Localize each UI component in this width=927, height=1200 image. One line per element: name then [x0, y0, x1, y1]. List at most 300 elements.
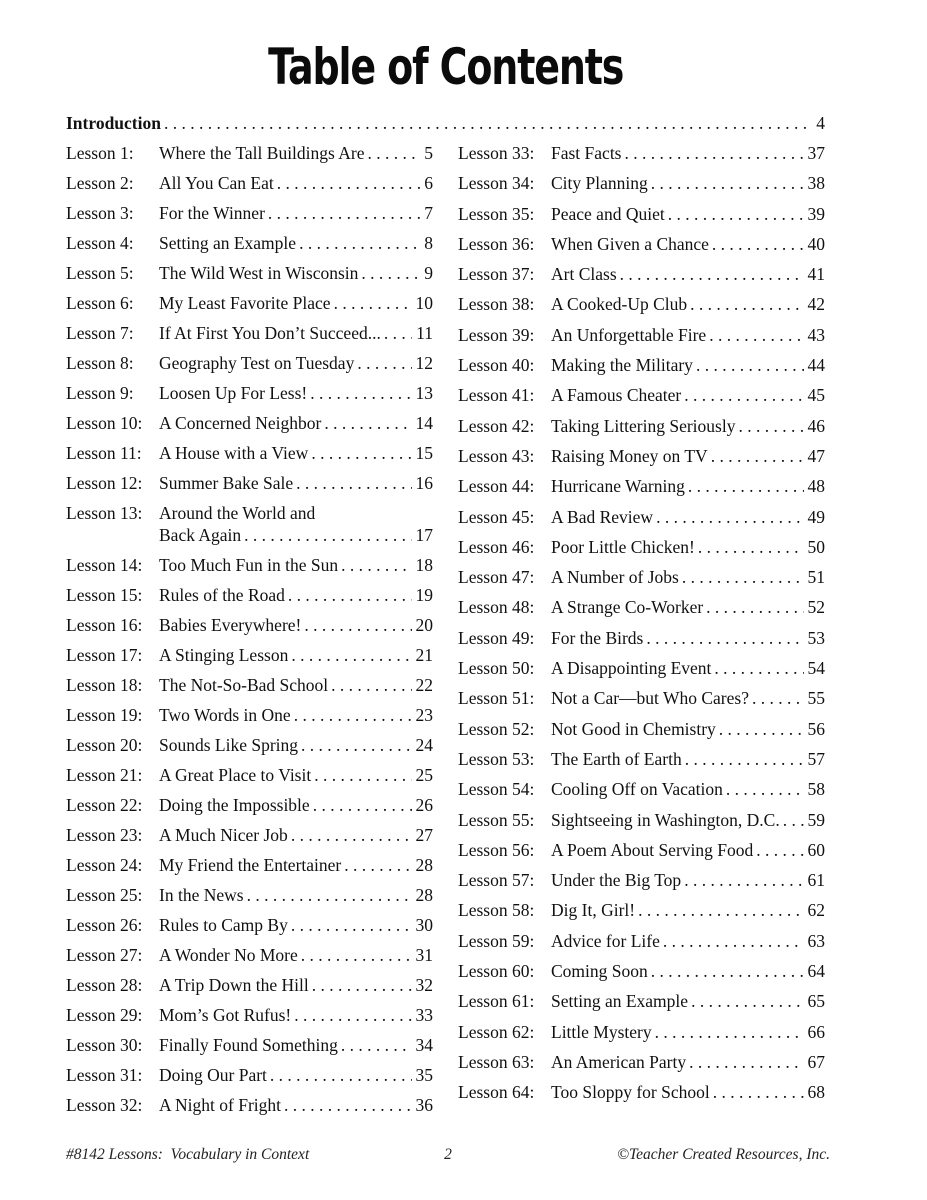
dot-leader: [643, 629, 803, 648]
lesson-number-label: Lesson 40:: [458, 355, 535, 376]
lesson-title: All You Can Eat: [159, 173, 274, 193]
dot-leader: [381, 324, 412, 343]
page-number: 35: [415, 1065, 433, 1085]
lesson-number-label: Lesson 8:: [66, 353, 134, 373]
lesson-title: A Trip Down the Hill: [159, 975, 309, 995]
page-number: 6: [424, 173, 433, 193]
lesson-title: A Disappointing Event: [551, 658, 712, 679]
dot-leader: [710, 1083, 804, 1102]
lesson-title: A Much Nicer Job: [159, 825, 288, 845]
toc-entry: [66, 444, 433, 474]
toc-entry: [458, 538, 825, 568]
dot-leader: [308, 444, 411, 463]
toc-entry: [66, 234, 433, 264]
dot-leader: [682, 750, 804, 769]
lesson-title: A Great Place to Visit: [159, 765, 312, 785]
lesson-number-label: Lesson 31:: [66, 1065, 143, 1085]
lesson-title: An Unforgettable Fire: [551, 324, 707, 345]
lesson-number-label: Lesson 26:: [66, 915, 143, 935]
lesson-title: Doing the Impossible: [159, 795, 310, 815]
page-number: 47: [807, 445, 825, 466]
toc-entry: [458, 629, 825, 659]
lesson-number-label: Lesson 12:: [66, 473, 143, 493]
page-number: 25: [415, 765, 433, 785]
dot-leader: [681, 871, 803, 890]
lesson-title: Rules of the Road: [159, 585, 285, 605]
toc-entry: [66, 354, 433, 384]
dot-leader: [328, 676, 411, 695]
toc-entry: [458, 205, 825, 235]
lesson-number-label: Lesson 20:: [66, 735, 143, 755]
lesson-title: Not a Car—but Who Cares?: [551, 688, 749, 709]
lesson-title: Rules to Camp By: [159, 915, 288, 935]
lesson-number-label: Lesson 7:: [66, 323, 134, 343]
page-number: 59: [807, 809, 825, 830]
lesson-number-label: Lesson 50:: [458, 658, 535, 679]
lesson-number-label: Lesson 48:: [458, 597, 535, 618]
dot-leader: [285, 586, 412, 605]
lesson-title: Setting an Example: [551, 991, 689, 1012]
page-number: 51: [807, 567, 825, 588]
dot-leader: [288, 826, 412, 845]
toc-entry: [458, 901, 825, 931]
lesson-number-label: Lesson 43:: [458, 445, 535, 466]
toc-entry: [458, 841, 825, 871]
footer-page-number: 2: [444, 1146, 452, 1163]
dot-leader: [706, 326, 803, 345]
dot-leader: [241, 526, 411, 545]
page-number: 12: [415, 353, 433, 373]
dot-leader: [298, 736, 411, 755]
toc-entry: [66, 556, 433, 586]
lesson-title: Cooling Off on Vacation: [551, 779, 723, 800]
page-number: 8: [424, 233, 433, 253]
lesson-number-label: Lesson 16:: [66, 615, 143, 635]
lesson-number-label: Lesson 46:: [458, 536, 535, 557]
toc-column-left: [66, 144, 433, 1126]
lesson-number-label: Lesson 54:: [458, 779, 535, 800]
lesson-title: Making the Military: [551, 355, 693, 376]
dot-leader: [648, 174, 804, 193]
lesson-title: A Bad Review: [551, 506, 654, 527]
toc-entry: [66, 616, 433, 646]
toc-entry: [458, 992, 825, 1022]
dot-leader: [321, 414, 411, 433]
lesson-number-label: Lesson 59:: [458, 930, 535, 951]
toc-entry: [458, 659, 825, 689]
dot-leader: [660, 932, 804, 951]
toc-entry: [458, 1053, 825, 1083]
dot-leader: [311, 766, 411, 785]
page-number: 11: [416, 323, 433, 343]
lesson-title: In the News: [159, 885, 244, 905]
lesson-number-label: Lesson 32:: [66, 1095, 143, 1115]
introduction-row: [66, 114, 825, 144]
lesson-title: Around the World and: [159, 503, 316, 523]
toc-entry: [66, 174, 433, 204]
dot-leader: [310, 796, 412, 815]
page-footer: [66, 1146, 830, 1164]
toc-entry: [66, 204, 433, 234]
dot-leader: [281, 1096, 411, 1115]
lesson-title: Mom’s Got Rufus!: [159, 1005, 292, 1025]
lesson-title: Coming Soon: [551, 961, 648, 982]
lesson-number-label: Lesson 49:: [458, 627, 535, 648]
lesson-number-label: Lesson 29:: [66, 1005, 143, 1025]
lesson-title: A House with a View: [159, 443, 309, 463]
page-number: 9: [424, 263, 433, 283]
toc-entry: [66, 414, 433, 444]
lesson-title: Advice for Life: [551, 930, 660, 951]
dot-leader: [301, 616, 411, 635]
lesson-title: If At First You Don’t Succeed...: [159, 323, 381, 343]
toc-entry: [66, 886, 433, 916]
toc-entry: [458, 1083, 825, 1113]
lesson-title: Sounds Like Spring: [159, 735, 299, 755]
toc-entry: [458, 174, 825, 204]
dot-leader: [296, 234, 420, 253]
lesson-title: Hurricane Warning: [551, 476, 685, 497]
lesson-number-label: Lesson 38:: [458, 294, 535, 315]
dot-leader: [686, 1053, 803, 1072]
lesson-number-label: Lesson 6:: [66, 293, 134, 313]
dot-leader: [338, 556, 411, 575]
dot-leader: [749, 689, 804, 708]
toc-entry: [66, 916, 433, 946]
page-title-text: Table of Contents: [267, 38, 624, 96]
toc-entry: [458, 780, 825, 810]
page-number: 5: [424, 143, 433, 163]
lesson-title: Geography Test on Tuesday: [159, 353, 355, 373]
page-number: 53: [807, 627, 825, 648]
lesson-title: Dig It, Girl!: [551, 900, 636, 921]
lesson-number-label: Lesson 37:: [458, 264, 535, 285]
toc-entry: [66, 856, 433, 886]
toc-entry: [458, 508, 825, 538]
lesson-number-label: Lesson 15:: [66, 585, 143, 605]
dot-leader: [688, 992, 803, 1011]
lesson-title: Loosen Up For Less!: [159, 383, 308, 403]
lesson-number-label: Lesson 3:: [66, 203, 134, 223]
lesson-title: Babies Everywhere!: [159, 615, 302, 635]
page-number: 57: [807, 748, 825, 769]
page-number: 55: [807, 688, 825, 709]
lesson-number-label: Lesson 35:: [458, 203, 535, 224]
dot-leader: [617, 265, 804, 284]
lesson-number-label: Lesson 44:: [458, 476, 535, 497]
page-number: 65: [807, 991, 825, 1012]
lesson-title: My Least Favorite Place: [159, 293, 331, 313]
page-number: 23: [415, 705, 433, 725]
lesson-title: Where the Tall Buildings Are: [159, 143, 365, 163]
page-number: 66: [807, 1021, 825, 1042]
toc-entry: [458, 326, 825, 356]
lesson-number-label: Lesson 60:: [458, 961, 535, 982]
lesson-number-label: Lesson 55:: [458, 809, 535, 830]
dot-leader: [693, 356, 804, 375]
lesson-number-label: Lesson 22:: [66, 795, 143, 815]
page-number: 64: [807, 961, 825, 982]
dot-leader: [716, 720, 804, 739]
dot-leader: [711, 659, 803, 678]
toc-entry: [66, 1066, 433, 1096]
toc-entry: [458, 356, 825, 386]
lesson-title: Setting an Example: [159, 233, 297, 253]
dot-leader: [753, 841, 803, 860]
lesson-title: Little Mystery: [551, 1021, 652, 1042]
lesson-number-label: Lesson 17:: [66, 645, 143, 665]
dot-leader: [358, 264, 420, 283]
dot-leader: [309, 976, 412, 995]
lesson-title: A Concerned Neighbor: [159, 413, 322, 433]
toc-entry: [458, 962, 825, 992]
page-number: 28: [415, 855, 433, 875]
toc-entry: [458, 477, 825, 507]
toc-entry: [458, 598, 825, 628]
lesson-number-label: Lesson 14:: [66, 555, 143, 575]
page-number: 26: [415, 795, 433, 815]
lesson-number-label: Lesson 62:: [458, 1021, 535, 1042]
page-number: 43: [807, 324, 825, 345]
toc-entry: [66, 1096, 433, 1126]
page-number: 56: [807, 718, 825, 739]
lesson-number-label: Lesson 41:: [458, 385, 535, 406]
dot-leader: [708, 447, 804, 466]
page-number: 42: [807, 294, 825, 315]
dot-leader: [365, 144, 421, 163]
dot-leader: [635, 901, 803, 920]
toc-entry: [458, 871, 825, 901]
lesson-number-label: Lesson 18:: [66, 675, 143, 695]
dot-leader: [679, 568, 804, 587]
page-number: 45: [807, 385, 825, 406]
dot-leader: [291, 1006, 411, 1025]
toc-entry: [458, 295, 825, 325]
lesson-title: Too Sloppy for School: [551, 1082, 710, 1103]
lesson-number-label: Lesson 19:: [66, 705, 143, 725]
lesson-number-label: Lesson 30:: [66, 1035, 143, 1055]
toc-entry: [66, 264, 433, 294]
toc-entry: [66, 946, 433, 976]
lesson-number-label: Lesson 23:: [66, 825, 143, 845]
page-number: 22: [415, 675, 433, 695]
lesson-title: Sightseeing in Washington, D.C.: [551, 809, 780, 830]
lesson-number-label: Lesson 25:: [66, 885, 143, 905]
toc-entry: [458, 568, 825, 598]
page-number: 61: [807, 870, 825, 891]
lesson-number-label: Lesson 47:: [458, 567, 535, 588]
dot-leader: [331, 294, 412, 313]
page-number: 63: [807, 930, 825, 951]
lesson-number-label: Lesson 57:: [458, 870, 535, 891]
lesson-number-label: Lesson 11:: [66, 443, 142, 463]
lesson-title: A Cooked-Up Club: [551, 294, 688, 315]
toc-entry: [66, 1006, 433, 1036]
footer-book-id: #8142 Lessons: Vocabulary in Context: [66, 1146, 310, 1163]
page-number: 52: [807, 597, 825, 618]
dot-leader: [622, 144, 804, 163]
dot-leader: [291, 706, 412, 725]
lesson-title: A Stinging Lesson: [159, 645, 289, 665]
lesson-title: An American Party: [551, 1051, 687, 1072]
lesson-number-label: Lesson 28:: [66, 975, 143, 995]
lesson-title: For the Birds: [551, 627, 644, 648]
lesson-number-label: Lesson 5:: [66, 263, 134, 283]
page-number: 62: [807, 900, 825, 921]
page-number: 40: [807, 233, 825, 254]
lesson-title: The Wild West in Wisconsin: [159, 263, 359, 283]
lesson-number-label: Lesson 53:: [458, 748, 535, 769]
page-title: [66, 38, 825, 96]
toc-entry: [458, 417, 825, 447]
lesson-title: The Earth of Earth: [551, 748, 682, 769]
toc-entry: [458, 1023, 825, 1053]
page-number: 28: [415, 885, 433, 905]
toc-entry: [458, 144, 825, 174]
lesson-number-label: Lesson 52:: [458, 718, 535, 739]
toc-entry: [66, 646, 433, 676]
lesson-title: Poor Little Chicken!: [551, 536, 695, 557]
lesson-title: A Wonder No More: [159, 945, 298, 965]
lesson-title: For the Winner: [159, 203, 265, 223]
dot-leader: [780, 811, 804, 830]
toc-entry: [66, 796, 433, 826]
lesson-number-label: Lesson 61:: [458, 991, 535, 1012]
page-number: 7: [424, 203, 433, 223]
toc-columns: [66, 144, 825, 1126]
page-number: 60: [807, 839, 825, 860]
page-number: 13: [415, 383, 433, 403]
page-number: 31: [415, 945, 433, 965]
dot-leader: [723, 780, 804, 799]
toc-entry: [66, 474, 433, 504]
toc-entry: [66, 766, 433, 796]
toc-entry: [458, 811, 825, 841]
lesson-title: Taking Littering Seriously: [551, 415, 736, 436]
page-number: 10: [415, 293, 433, 313]
lesson-title-line2: Back Again: [159, 525, 242, 545]
toc-entry: [458, 265, 825, 295]
page-number: 32: [415, 975, 433, 995]
dot-leader: [161, 114, 812, 133]
toc-entry: [66, 706, 433, 736]
dot-leader: [354, 354, 411, 373]
lesson-title: Fast Facts: [551, 143, 622, 163]
lesson-number-label: Lesson 51:: [458, 688, 535, 709]
toc-entry: [66, 586, 433, 616]
page-number: 68: [807, 1082, 825, 1103]
lesson-title: Summer Bake Sale: [159, 473, 294, 493]
lesson-title: Finally Found Something: [159, 1035, 338, 1055]
lesson-title: A Strange Co-Worker: [551, 597, 704, 618]
dot-leader: [267, 1066, 412, 1085]
toc-entry: [458, 932, 825, 962]
lesson-title: A Night of Fright: [159, 1095, 282, 1115]
page-number: 36: [415, 1095, 433, 1115]
page-number: 44: [807, 355, 825, 376]
page-number: 24: [415, 735, 433, 755]
page-number: 46: [807, 415, 825, 436]
lesson-title: A Famous Cheater: [551, 385, 682, 406]
dot-leader: [298, 946, 412, 965]
page-number: 37: [807, 143, 825, 163]
toc-entry: [66, 144, 433, 174]
dot-leader: [735, 417, 803, 436]
toc-entry: [66, 294, 433, 324]
dot-leader: [709, 235, 804, 254]
lesson-title: Not Good in Chemistry: [551, 718, 716, 739]
footer-copyright: ©Teacher Created Resources, Inc.: [617, 1146, 830, 1163]
lesson-number-label: Lesson 36:: [458, 233, 535, 254]
dot-leader: [341, 856, 411, 875]
dot-leader: [653, 508, 803, 527]
lesson-number-label: Lesson 58:: [458, 900, 535, 921]
toc-entry: [458, 386, 825, 416]
toc-entry: [458, 750, 825, 780]
dot-leader: [681, 386, 803, 405]
lesson-title: When Given a Chance: [551, 233, 709, 254]
lesson-title: Under the Big Top: [551, 870, 682, 891]
toc-entry: [458, 720, 825, 750]
lesson-number-label: Lesson 13:: [66, 503, 143, 523]
dot-leader: [288, 646, 411, 665]
page-number: 39: [807, 203, 825, 224]
dot-leader: [338, 1036, 412, 1055]
page-number: 19: [415, 585, 433, 605]
lesson-number-label: Lesson 33:: [458, 143, 535, 163]
lesson-number-label: Lesson 42:: [458, 415, 535, 436]
toc-entry: [458, 235, 825, 265]
page-number: 27: [415, 825, 433, 845]
toc-entry: [66, 1036, 433, 1066]
lesson-number-label: Lesson 2:: [66, 173, 134, 193]
lesson-title: Too Much Fun in the Sun: [159, 555, 339, 575]
page-number: 41: [807, 264, 825, 285]
dot-leader: [695, 538, 804, 557]
introduction-page-number: 4: [816, 113, 825, 133]
lesson-number-label: Lesson 56:: [458, 839, 535, 860]
introduction-label: Introduction: [66, 113, 161, 133]
dot-leader: [648, 962, 804, 981]
page-number: 48: [807, 476, 825, 497]
dot-leader: [652, 1023, 804, 1042]
toc-entry: [66, 826, 433, 856]
lesson-title: Two Words in One: [159, 705, 291, 725]
page-number: 34: [415, 1035, 433, 1055]
page-number: 15: [415, 443, 433, 463]
page-number: 16: [415, 473, 433, 493]
page-number: 38: [807, 173, 825, 194]
lesson-title: Peace and Quiet: [551, 203, 665, 224]
lesson-title: My Friend the Entertainer: [159, 855, 342, 875]
toc-entry: [458, 689, 825, 719]
page-number: 49: [807, 506, 825, 527]
toc-entry: [66, 324, 433, 354]
dot-leader: [274, 174, 421, 193]
toc-entry: [458, 447, 825, 477]
dot-leader: [307, 384, 411, 403]
lesson-number-label: Lesson 45:: [458, 506, 535, 527]
lesson-number-label: Lesson 64:: [458, 1082, 535, 1103]
lesson-title: A Number of Jobs: [551, 567, 679, 588]
toc-column-right: [458, 144, 825, 1126]
dot-leader: [244, 886, 412, 905]
page-number: 58: [807, 779, 825, 800]
page-number: 67: [807, 1051, 825, 1072]
toc-entry-continuation: [66, 526, 433, 556]
lesson-number-label: Lesson 9:: [66, 383, 134, 403]
page-number: 30: [415, 915, 433, 935]
